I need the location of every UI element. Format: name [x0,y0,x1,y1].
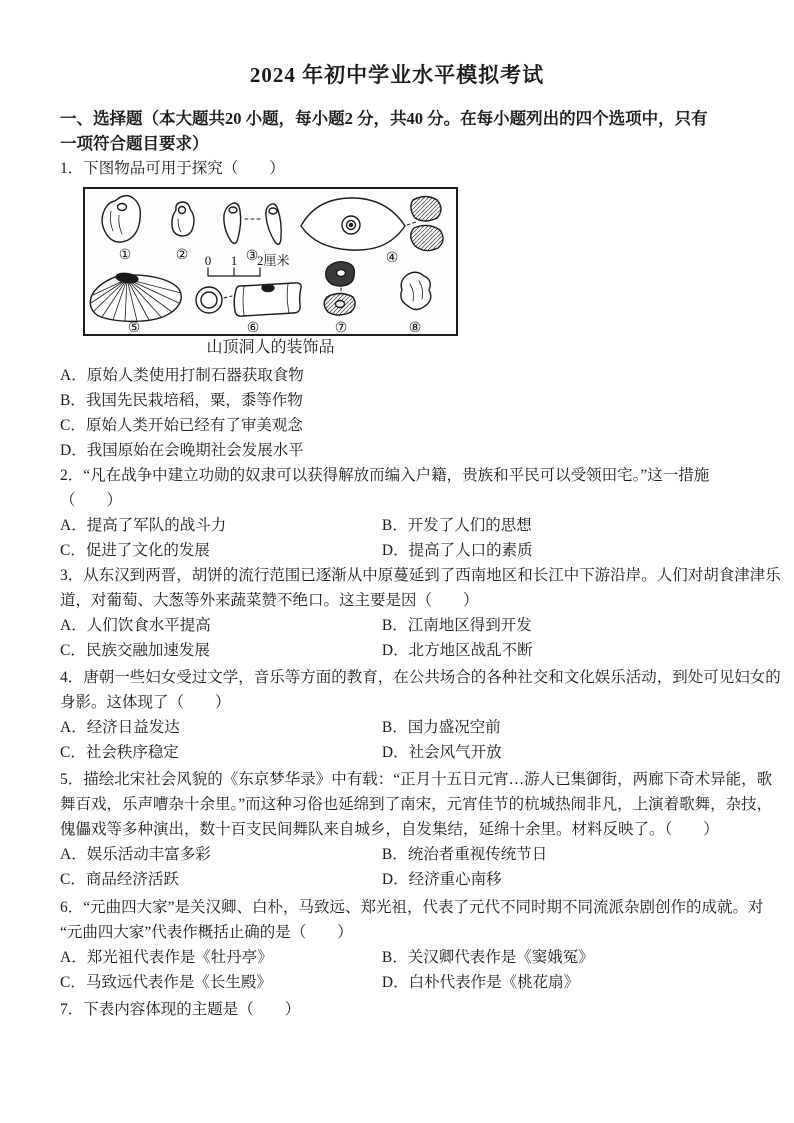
question-3-option-c: C．民族交融加速发展 [60,642,210,659]
scale-bar [208,268,260,276]
question-2-options-cd [60,538,764,563]
item-label-2: ② [175,248,189,263]
question-5 [60,767,773,892]
artifact-2-animal-tooth [172,202,194,236]
question-3-stem-line-1: 3．从东汉到两晋，胡饼的流行范围已逐渐从中原蔓延到了西南地区和长江中下游沿岸。人们对胡食津津乐 [60,567,781,584]
question-3-stem-line-2: 道，对葡萄、大葱等外来蔬菜赞不绝口。这主要是因（ ） [60,592,479,609]
question-3-options-cd [60,638,764,663]
question-3-option-a: A．人们饮食水平提高 [60,617,211,634]
question-4-option-c: C．社会秩序稳定 [60,744,179,761]
artifact-7-stone-beads [324,262,355,315]
question-5-option-a: A．娱乐活动丰富多彩 [60,846,211,863]
question-6-option-b: B．关汉卿代表作是《窦娥冤》 [381,949,594,966]
question-1-option-d: D．我国原始在会晚期社会发展水平 [60,442,304,459]
item-label-1: ① [118,248,132,263]
question-6-options-ab [60,945,764,970]
scale-tick-2cm: 2厘米 [257,253,290,268]
artifact-4-stone-disc [301,198,416,250]
item-label-4: ④ [385,251,399,266]
section-header-line-2: 一项符合题目要求） [60,134,209,153]
artifact-figure [83,187,462,359]
question-3-option-b: B．江南地区得到开发 [381,617,532,634]
question-6 [60,895,764,995]
figure-caption: 山顶洞人的装饰品 [206,339,335,356]
question-5-stem-line-2: 舞百戏，乐声嘈杂十余里。”而这种习俗也延绵到了南宋，元宵佳节的杭城热闹非凡，上演着歌舞，杂技， [60,796,773,813]
question-7 [60,997,764,1022]
question-1-stem: 1．下图物品可用于探究（ ） [60,160,285,177]
question-5-stem-line-1: 5．描绘北宋社会风貌的《东京梦华录》中有载：“正月十五日元宵…游人已集御街，两廊下奇术异能，歌 [60,771,773,788]
question-3-option-d: D．北方地区战乱不断 [381,642,533,659]
item-label-6: ⑥ [246,321,260,334]
question-1-option-c: C．原始人类开始已经有了审美观念 [60,417,303,434]
question-3 [60,563,781,663]
question-2-options-ab [60,513,764,538]
question-1-option-a: A．原始人类使用打制石器获取食物 [60,367,304,384]
question-4 [60,665,781,765]
item-label-7: ⑦ [334,321,348,334]
question-2-option-a: A．提高了军队的战斗力 [60,517,227,534]
page-title: 2024 年初中学业水平模拟考试 [249,63,545,87]
item-label-8: ⑧ [408,321,422,334]
scale-tick-0: 0 [204,253,212,268]
artifacts-drawing [85,189,456,334]
question-5-options-cd [60,867,764,892]
question-6-option-c: C．马致远代表作是《长生殿》 [60,974,272,991]
question-4-option-b: B．国力盛况空前 [381,719,501,736]
question-6-options-cd [60,970,764,995]
question-5-stem-line-3: 傀儡戏等多种演出，数十百支民间舞队来自城乡，自发集结，延绵十余里。材料反映了。（ ） [60,821,719,838]
question-4-option-a: A．经济日益发达 [60,719,180,736]
question-6-option-a: A．郑光祖代表作是《牡丹亭》 [60,949,273,966]
question-6-stem-line-1: 6．“元曲四大家”是关汉卿、白朴，马致远、郑光祖，代表了元代不同时期不同流派杂剧创作的成就。对 [60,899,764,916]
question-2 [60,463,764,563]
question-3-options-ab [60,613,764,638]
question-6-stem-line-2: “元曲四大家”代表作概括止确的是（ ） [60,924,353,941]
artifact-1-stone-pendant [102,196,140,243]
question-2-option-d: D．提高了人口的素质 [381,542,533,559]
question-5-options-ab [60,842,764,867]
question-6-option-d: D．白朴代表作是《桃花扇》 [381,974,580,991]
item-label-5: ⑤ [127,321,141,334]
question-4-options-ab [60,715,764,740]
section-header-line-1: 一、选择题（本大题共20 小题，每小题2 分，共40 分。在每小题列出的四个选项中，只有 [60,109,708,128]
exam-content [0,106,794,1022]
artifact-6-bone-ring-and-tube [196,283,301,316]
artifact-8-pebble [401,272,431,309]
scale-tick-1: 1 [230,253,238,268]
question-1-option-b: B．我国先民栽培稻，粟，黍等作物 [60,392,303,409]
question-4-stem-line-1: 4．唐朝一些妇女受过文学，音乐等方面的教育，在公共场合的各种社交和文化娱乐活动，到处可见妇女的 [60,669,781,686]
question-2-option-c: C．促进了文化的发展 [60,542,210,559]
question-5-option-c: C．商品经济活跃 [60,871,179,888]
question-7-stem: 7．下表内容体现的主题是（ ） [60,1001,301,1018]
figure-box [83,187,458,336]
question-5-option-b: B．统治者重视传统节日 [381,846,548,863]
question-4-options-cd [60,740,764,765]
artifact-3-canine-teeth-pair [224,203,281,244]
question-4-stem-line-2: 身影。这体现了（ ） [60,694,231,711]
question-2-stem-line-2: （ ） [60,492,123,509]
question-1 [60,156,764,463]
question-2-option-b: B．开发了人们的思想 [381,517,532,534]
question-4-option-d: D．社会风气开放 [381,744,502,761]
artifact-5-shell [90,272,181,321]
item-label-3: ③ [245,249,259,264]
question-2-stem-line-1: 2．“凡在战争中建立功勋的奴隶可以获得解放而编入户籍，贵族和平民可以受领田宅。”这一措施 [60,467,710,484]
question-5-option-d: D．经济重心南移 [381,871,502,888]
artifact-4-stone-flakes [411,197,443,251]
